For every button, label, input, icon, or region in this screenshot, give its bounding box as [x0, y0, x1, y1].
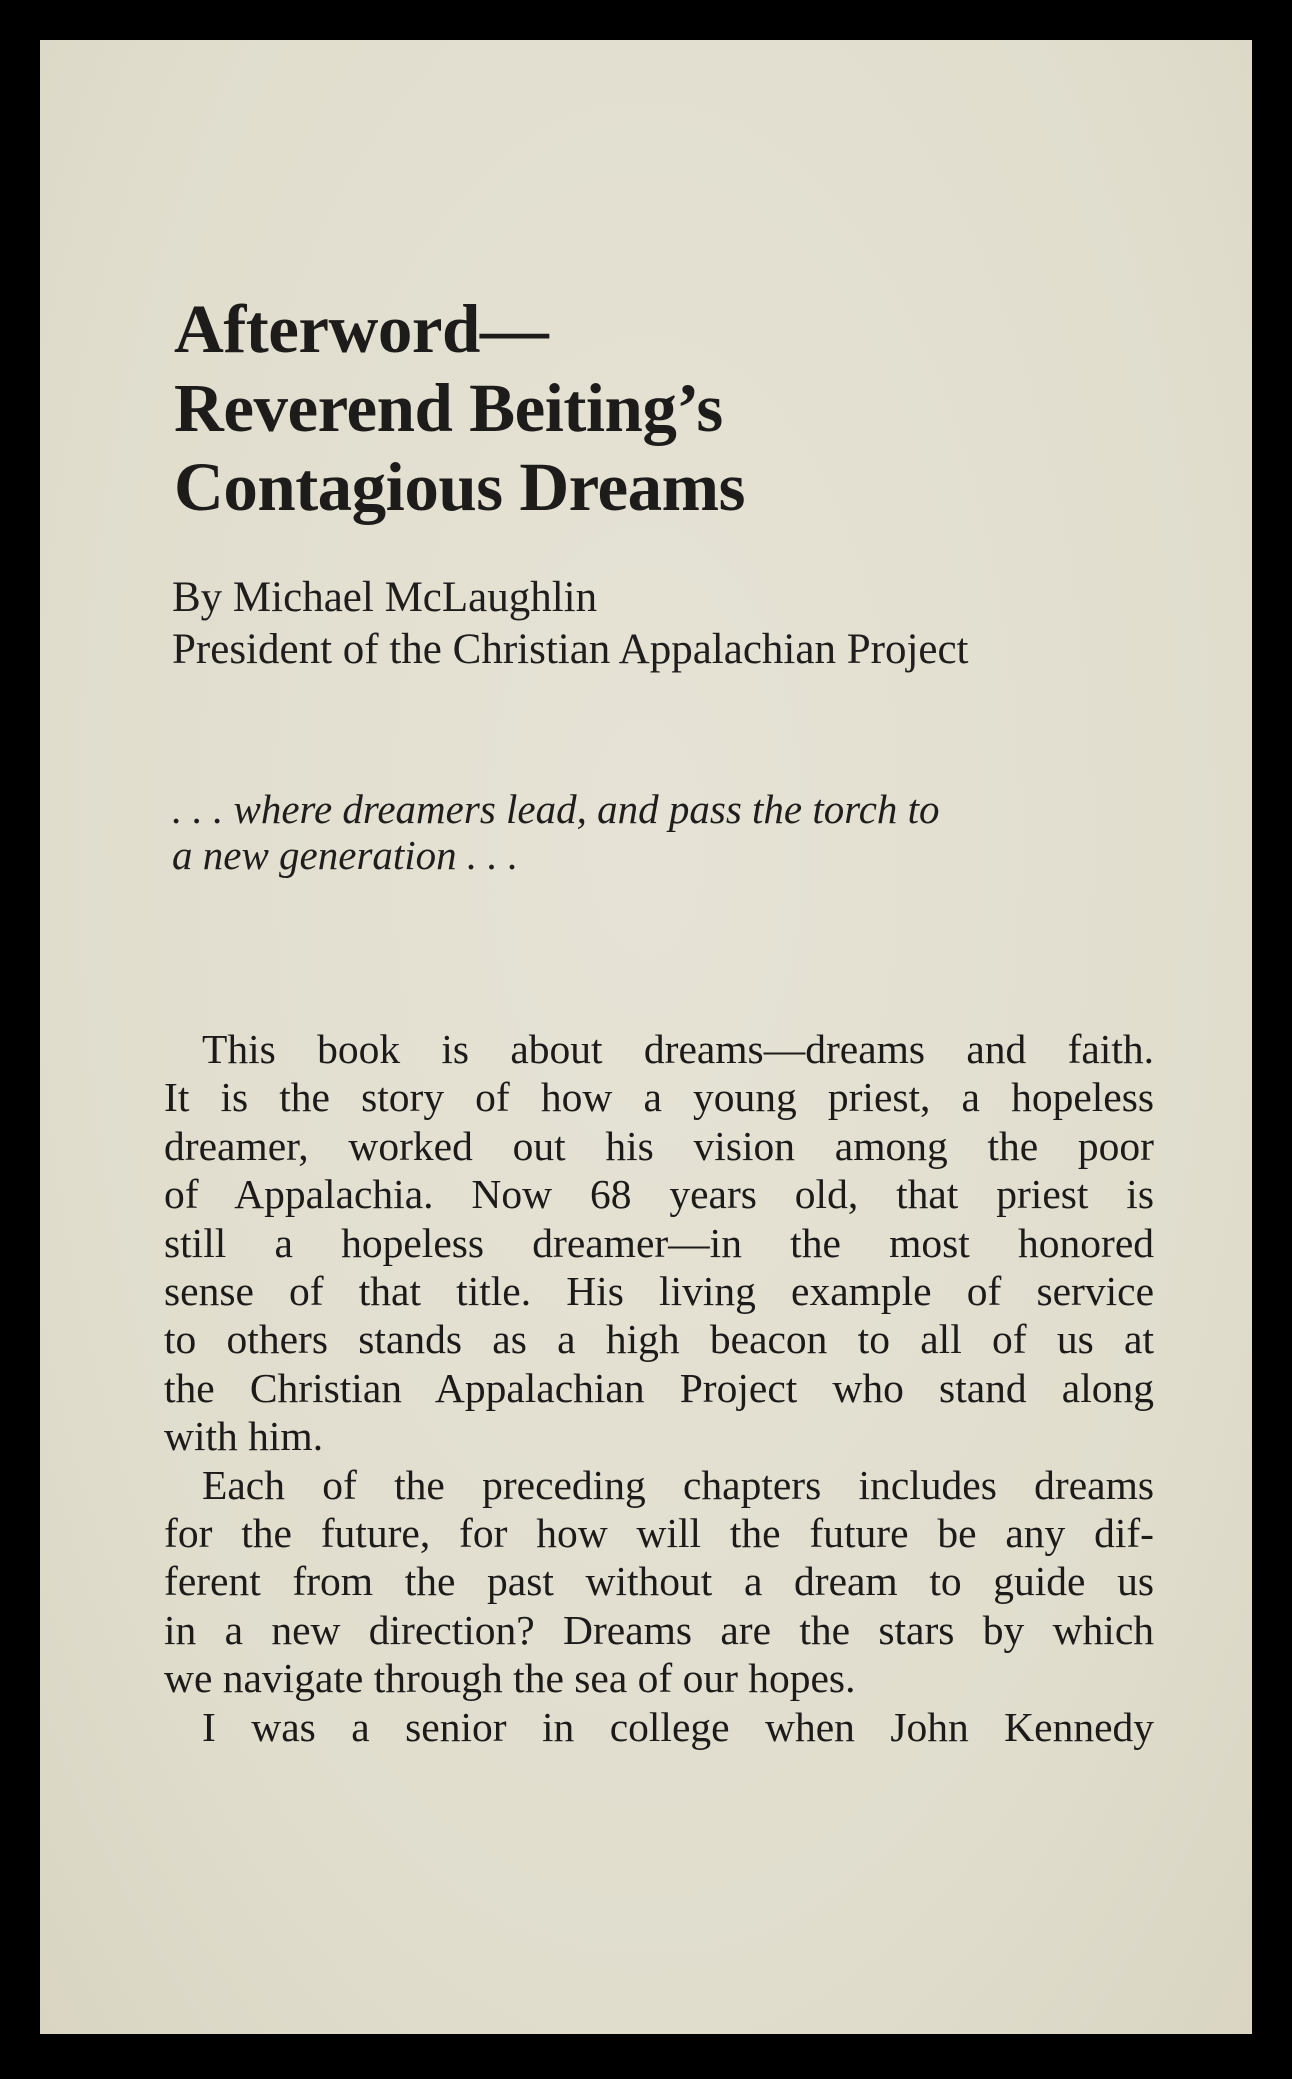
- paragraph: [164, 1703, 1154, 1751]
- chapter-title: [174, 290, 745, 527]
- title-line: Contagious Dreams: [174, 449, 745, 525]
- title-line: Afterword—: [174, 291, 549, 367]
- author-name: By Michael McLaughlin: [172, 574, 598, 621]
- book-page: [40, 40, 1252, 2034]
- text-line: It is the story of how a young priest, a hopeless: [164, 1074, 1154, 1121]
- text-line: Each of the preceding chapters includes dreams: [202, 1461, 1154, 1508]
- paragraph: [164, 1025, 1154, 1461]
- epigraph-line: a new generation . . .: [172, 832, 519, 878]
- text-line: the Christian Appalachian Project who stand along: [164, 1364, 1154, 1411]
- text-line: to others stands as a high beacon to all of us at: [164, 1316, 1154, 1363]
- text-line: we navigate through the sea of our hopes.: [164, 1655, 856, 1702]
- text-line: for the future, for how will the future be any dif-: [164, 1510, 1154, 1557]
- text-line: This book is about dreams—dreams and faith.: [202, 1026, 1154, 1072]
- epigraph: [172, 786, 1132, 878]
- paragraph: [164, 1461, 1154, 1703]
- title-line: Reverend Beiting’s: [174, 370, 723, 446]
- epigraph-line: . . . where dreamers lead, and pass the torch to: [172, 786, 940, 832]
- body-text: [164, 1025, 1154, 1751]
- text-line: sense of that title. His living example of service: [164, 1268, 1154, 1315]
- byline: [172, 572, 969, 676]
- text-line: in a new direction? Dreams are the stars by which: [164, 1606, 1154, 1653]
- text-line: I was a senior in college when John Kennedy: [202, 1703, 1154, 1750]
- text-line: still a hopeless dreamer—in the most honored: [164, 1219, 1154, 1266]
- text-line: ferent from the past without a dream to guide us: [164, 1558, 1154, 1605]
- author-position: President of the Christian Appalachian Project: [172, 626, 969, 673]
- text-line: dreamer, worked out his vision among the poor: [164, 1122, 1154, 1169]
- text-line: with him.: [164, 1413, 324, 1460]
- text-line: of Appalachia. Now 68 years old, that priest is: [164, 1171, 1154, 1218]
